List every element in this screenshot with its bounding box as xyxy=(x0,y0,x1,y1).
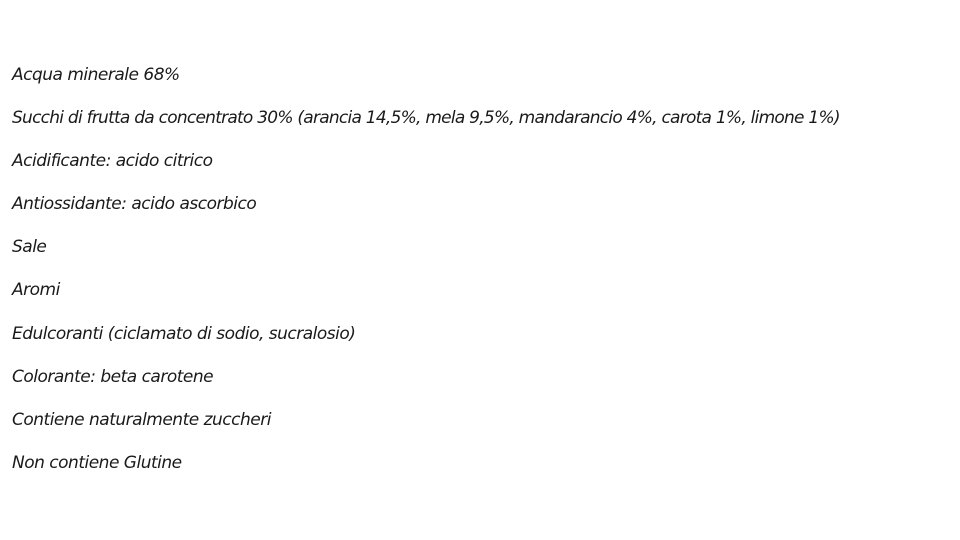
ingredient-line-acidifier: Acidificante: acido citrico xyxy=(12,151,213,172)
ingredient-line-fruit-juices: Succhi di frutta da concentrato 30% (arancia 14,5%, mela 9,5%, mandarancio 4%, carota 1%, limone 1%) xyxy=(12,108,840,129)
ingredient-line-sweeteners: Edulcoranti (ciclamato di sodio, sucralosio) xyxy=(12,323,356,344)
ingredient-line-colourant: Colorante: beta carotene xyxy=(12,366,214,387)
ingredient-line-gluten-note: Non contiene Glutine xyxy=(12,452,182,473)
ingredient-line-antioxidant: Antiossidante: acido ascorbico xyxy=(12,194,257,215)
ingredient-line-sugars-note: Contiene naturalmente zuccheri xyxy=(12,409,271,430)
ingredient-line-salt: Sale xyxy=(12,237,47,258)
ingredients-list xyxy=(12,62,840,493)
ingredient-line-water: Acqua minerale 68% xyxy=(12,65,180,85)
ingredient-line-flavourings: Aromi xyxy=(12,280,60,301)
